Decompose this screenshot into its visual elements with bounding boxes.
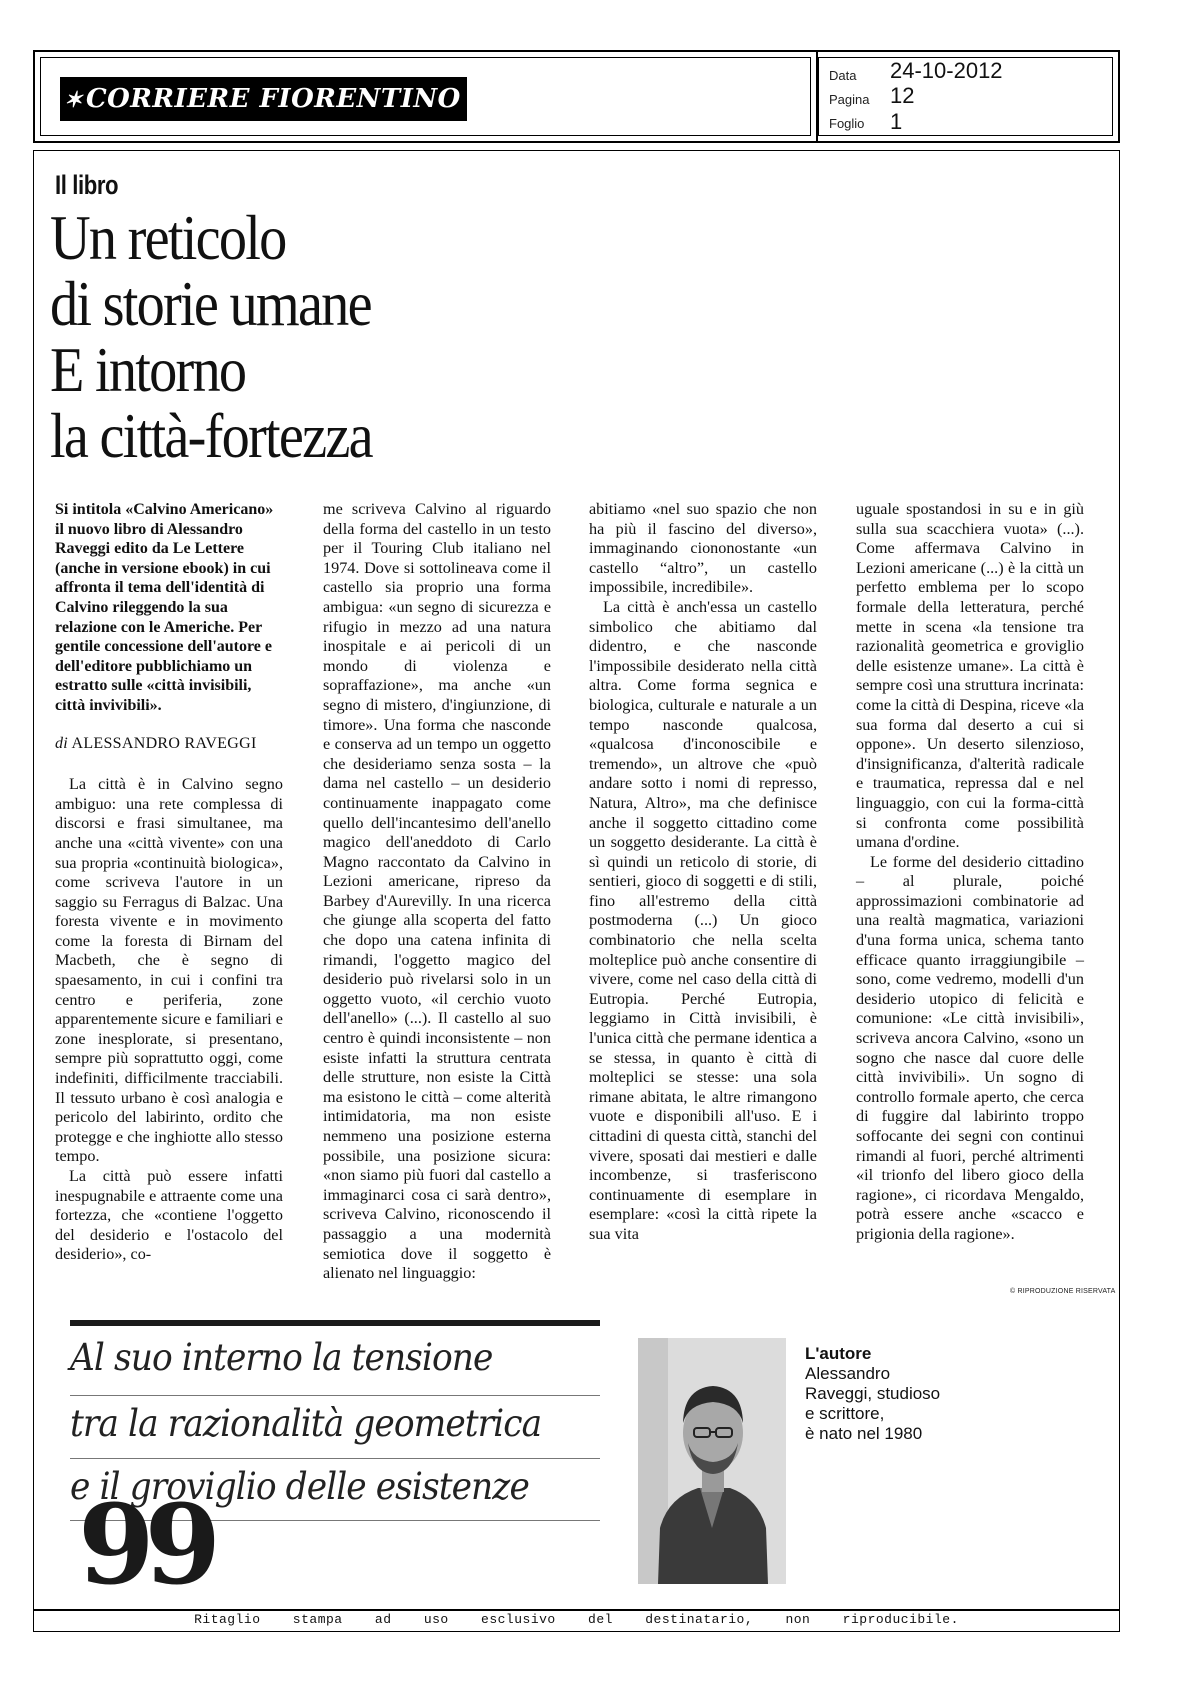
author-caption-line: e scrittore, <box>805 1404 885 1423</box>
article-kicker: Il libro <box>55 170 119 200</box>
author-caption <box>805 1344 940 1444</box>
paragraph: La città può essere infatti inespugnabile e attraente come una fortezza, che «contiene l'oggetto del desiderio e l'ostacolo del desiderio», co- <box>55 1167 283 1264</box>
meta-label-pagina: Pagina <box>829 92 870 107</box>
meta-value-foglio: 1 <box>890 109 903 134</box>
pullquote-divider <box>70 1458 600 1459</box>
footer-disclaimer: Ritaglio stampa ad uso esclusivo del destinatario, non riproducibile. <box>194 1612 959 1627</box>
meta-label-data: Data <box>829 68 857 83</box>
byline-author: ALESSANDRO RAVEGGI <box>71 734 257 752</box>
quote-mark-icon: 99 <box>78 1480 212 1609</box>
paragraph: uguale spostandosi in su e in giù sulla sua scacchiera vuota» (...). Come affermava Calvino in Lezioni americane (...) è la città un perfetto emblema per lo scopo formale della letteratura, perché mette in scena «la tensione tra razionalità geometrica e groviglio delle esistenze umane». La città è sempre così una struttura incrinata: come la città di Despina, riceve «la sua forma dal deserto a cui si oppone». Un deserto silenzioso, d'insignificanza, d'alterità radicale e traumatica, repressa dal e nel linguaggio, con cui la forma-città si confronta come possibilità umana d'ordine. <box>856 500 1084 852</box>
headline-line: E intorno <box>50 334 246 405</box>
text-column-3 <box>589 500 817 1245</box>
author-caption-line: Alessandro <box>805 1364 891 1383</box>
byline <box>55 734 283 754</box>
copyright-note: © RIPRODUZIONE RISERVATA <box>1010 1288 1116 1295</box>
logo-star-icon: ✶ <box>64 87 83 113</box>
byline-di: di <box>55 734 69 752</box>
pullquote-top-rule <box>70 1320 600 1326</box>
text-column-1 <box>55 500 283 1265</box>
headline-line: Un reticolo <box>50 202 286 273</box>
paragraph: La città è in Calvino segno ambiguo: una rete complessa di discorsi e frasi simultanee, ma anche una «città vivente» con una sua propria «continuità biologica», come scriveva l'autore in un saggio su Ferragus di Balzac. Una foresta vivente e in movimento come la foresta di Birnam del Macbeth, che è segno di spaesamento, in cui i confini tra centro e periferia, zone apparentemente sicure e familiari e zone inesplorate, si presentano, sempre più soprattutto oggi, come indefiniti, difficilmente tracciabili. Il tessuto urbano è così analogia e pericolo del labirinto, ordito che protegge e che inghiotte allo stesso tempo. <box>55 775 283 1166</box>
author-caption-label: L'autore <box>805 1344 872 1363</box>
author-portrait-icon <box>638 1338 786 1584</box>
pullquote-divider <box>70 1395 600 1396</box>
text-column-4 <box>856 500 1084 1245</box>
meta-value-pagina: 12 <box>890 83 915 108</box>
paragraph: me scriveva Calvino al riguardo della forma del castello in un testo per il Touring Club italiano nel 1974. Dove si sottolineava come il castello sia proprio una forma ambigua: «un segno di sicurezza e rifugio in mezzo ad una natura inospitale e ai pericoli di un mondo di violenza e sopraffazione», ma anche «un segno di mistero, d'ingiunzione, di timore». Una forma che nasconde e conserva ad un tempo un oggetto che desideriamo senza sosta – la dama nel castello – un desiderio continuamente inappagato come quello dell'incantesimo dell'anello magico dell'aneddoto di Carlo Magno raccontato da Calvino in Lezioni americane, ripreso da Barbey d'Aurevilly. In una ricerca che giunge alla scoperta del fatto che dopo una catena infinita di rimandi, l'oggetto magico del desiderio può rivelarsi solo in un oggetto vuoto, «il cerchio vuoto dell'anello» (...). Il castello al suo centro è quindi inconsistente – non esiste infatti la struttura centrata delle strutture, non esiste la Città ma esistono le città – come alterità intimidatoria, ma non esiste nemmeno una posizione esterna possibile, una posizione sicura: «non siamo più fuori dal castello a immaginarci cosa ci sarà dentro», scriveva Calvino, riconoscendo il passaggio a una modernità semiotica dove il soggetto è alienato nel linguaggio: <box>323 500 551 1283</box>
headline-line: la città-fortezza <box>50 400 372 471</box>
article-intro: Si intitola «Calvino Americano» il nuovo libro di Alessandro Raveggi edito da Le Lettere (anche in versione ebook) in cui affronta il tema dell'identità di Calvino rileggendo la sua relazione con le Americhe. Per gentile concessione dell'autore e dell'editore pubblichiamo un estratto sulle «città invisibili, città invivibili». <box>55 501 274 714</box>
paragraph: Le forme del desiderio cittadino – al plurale, poiché approssimazioni combinatorie ad una realtà magmatica, variazioni d'una forma unica, schema tanto efficace quanto irraggiungibile – sono, come vedremo, modelli d'un desiderio utopico di felicità e comunione: «Le città invisibili», scriveva ancora Calvino, «sono un sogno che nasce dal cuore delle città invivibili». Un sogno di controllo formale aperto, che cerca di fuggire dal labirinto troppo soffocante dei segni con continui rimandi al fuori, perché altrimenti «il trionfo del libero gioco della ragione», ci ricordava Mengaldo, potrà essere anche «scacco e prigionia della ragione». <box>856 852 1084 1243</box>
meta-value-data: 24-10-2012 <box>890 58 1003 83</box>
pullquote-line: e il groviglio delle esistenze <box>70 1465 529 1508</box>
meta-label-foglio: Foglio <box>829 116 865 131</box>
paragraph: La città è anch'essa un castello simbolico che abitiamo dal didentro, e che nasconde l'impossibile desiderato nella città altra. Come forma segnica e biologica, culturale e naturale a un tempo nasconde qualcosa, «qualcosa d'inconoscibile e tremendo», un altrove che «può andare sotto i nomi di represso, Natura, Altro», ma che definisce anche il soggetto cittadino come un soggetto desiderante. La città è sì quindi un reticolo di storie, di sentieri, gioco di soggetti e di stili, fino all'estremo della città postmoderna (...) Un gioco combinatorio che nella scelta molteplice può anche consentire di vivere, come nel caso della città di Eutropia. Perché Eutropia, leggiamo in Città invisibili, è l'unica città che permane identica a se stessa, in quanto è città di molteplici se stesse: una sola rimane abitata, le altre rimangono vuote e disponibili all'uso. E i cittadini di questa città, stanchi del vivere, sposati dai mestieri e dalle incombenze, si trasferiscono continuamente di esemplare in esemplare: «così la città ripete la sua vita <box>589 597 817 1243</box>
paragraph: abitiamo «nel suo spazio che non ha più il fascino del diverso», immaginando ciononostante «un castello “altro”, un castello impossibile, incredibile». <box>589 500 817 597</box>
author-photo <box>638 1338 786 1584</box>
text-column-2 <box>323 500 551 1284</box>
article-headline <box>50 202 578 471</box>
headline-line: di storie umane <box>50 268 371 339</box>
newspaper-logo <box>60 77 467 121</box>
pullquote-line: tra la razionalità geometrica <box>70 1402 542 1445</box>
author-caption-line: Raveggi, studioso <box>805 1384 941 1403</box>
logo-text: CORRIERE FIORENTINO <box>85 84 461 114</box>
author-caption-line: è nato nel 1980 <box>805 1424 923 1443</box>
pullquote-line: Al suo interno la tensione <box>70 1336 493 1379</box>
